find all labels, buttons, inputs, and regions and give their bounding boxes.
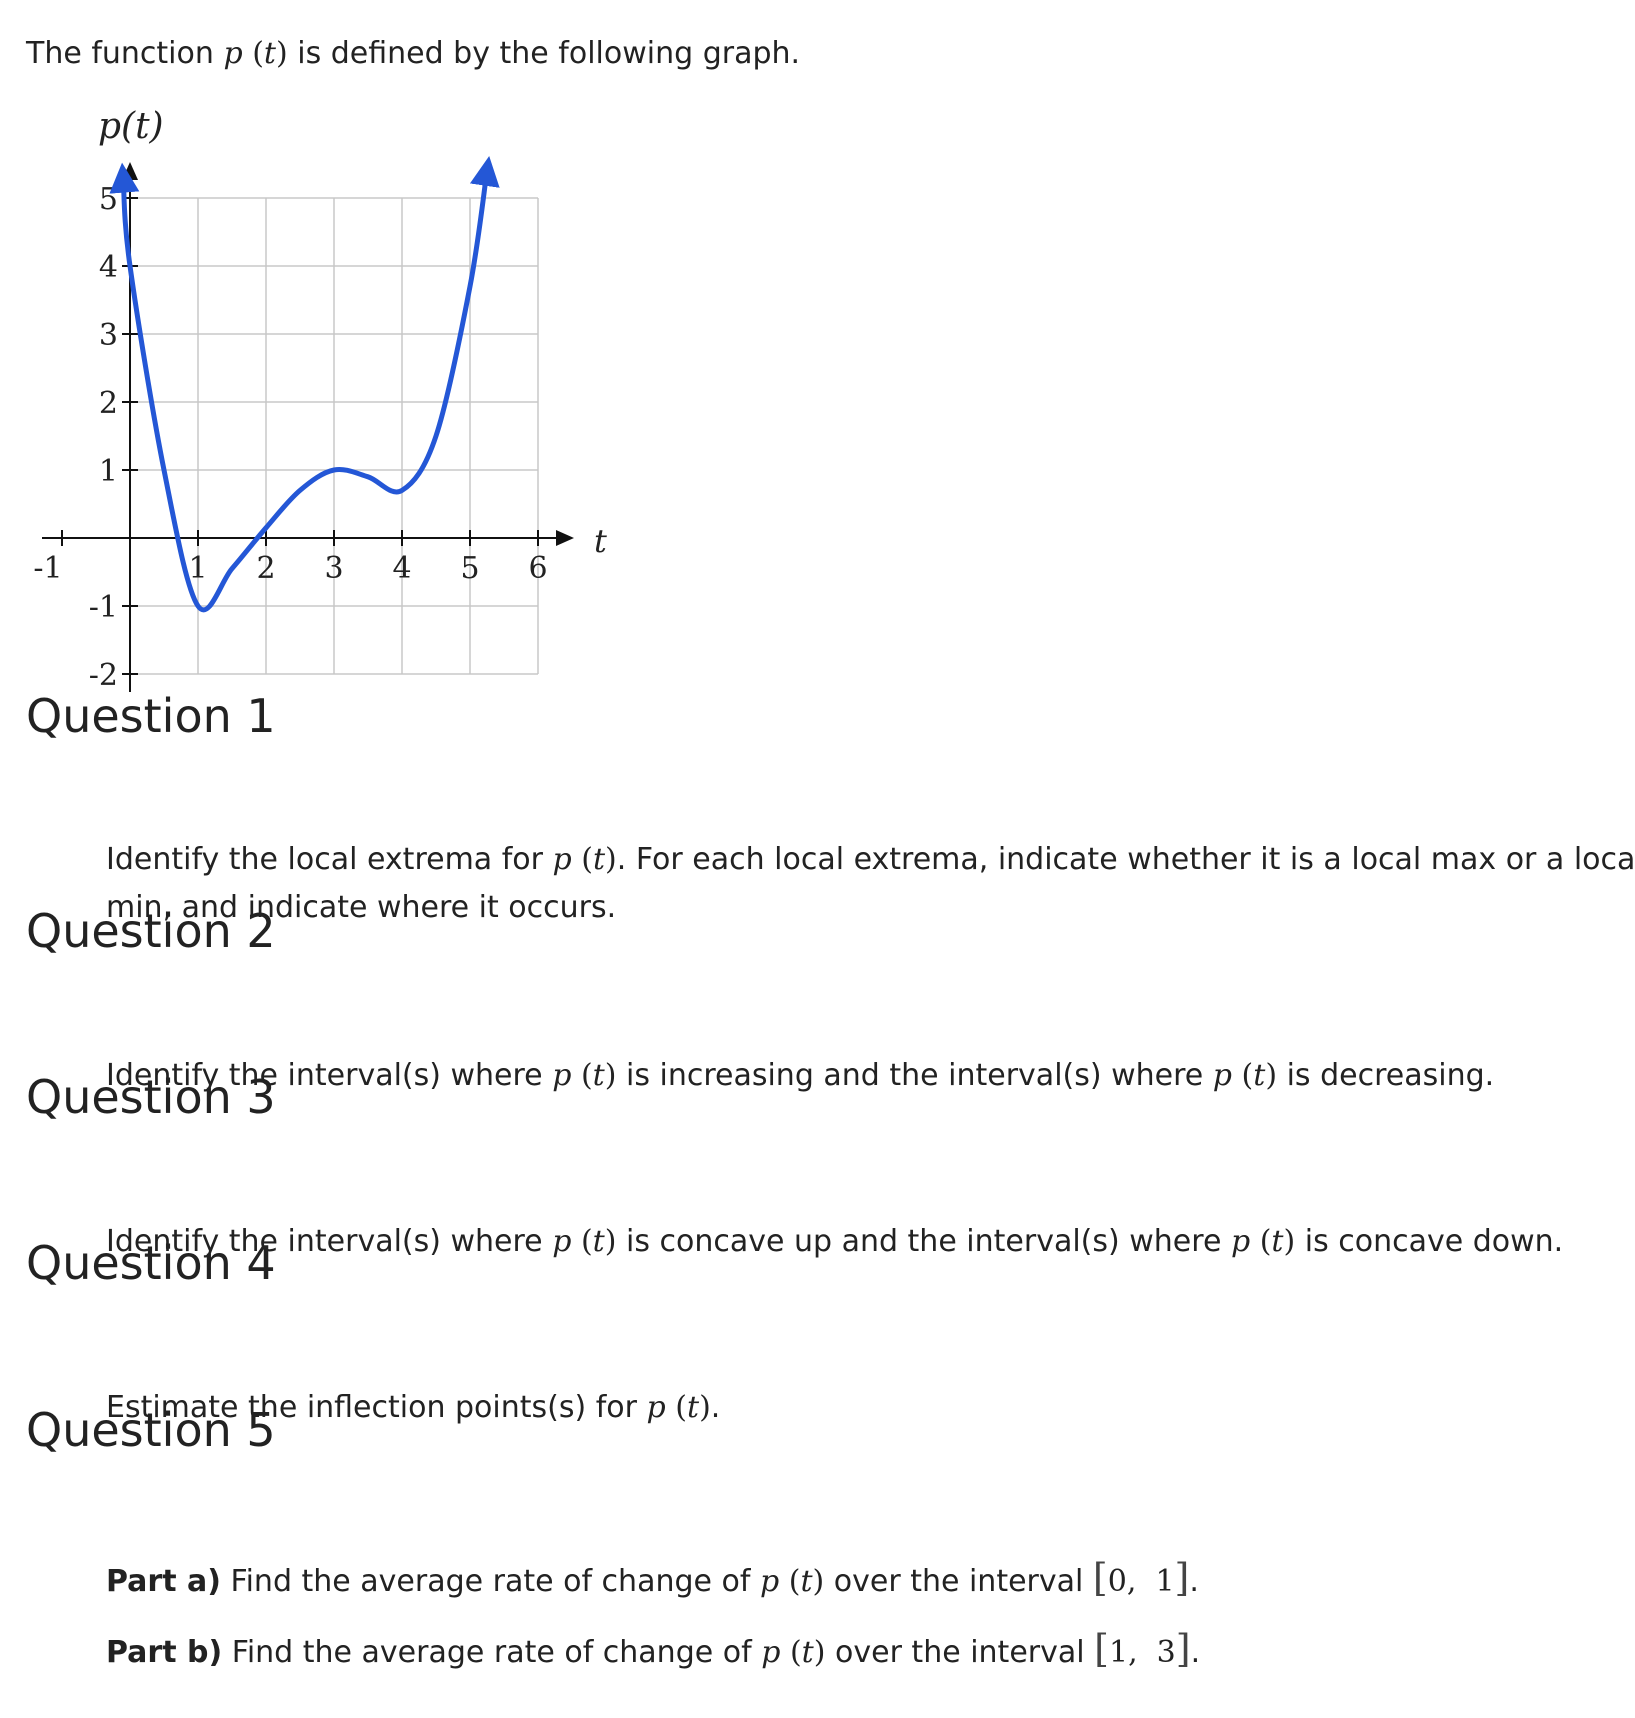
interval-b-high: 3 <box>1156 1635 1176 1670</box>
y-tick-label: 2 <box>98 386 118 421</box>
fn-p: p <box>223 36 243 71</box>
interval-a-low: 0 <box>1107 1564 1127 1599</box>
y-axis-label: p(t) <box>98 106 164 147</box>
y-tick-label: 3 <box>98 318 118 353</box>
fn-p: p <box>759 1564 780 1599</box>
fn-p: p <box>1212 1058 1233 1093</box>
q2-a: Identify the interval(s) where <box>106 1058 543 1093</box>
q3-c: is concave down. <box>1304 1224 1564 1259</box>
y-tick-label: 5 <box>98 182 118 217</box>
intro-line: The function p (t) is defined by the following graph. <box>26 36 801 71</box>
q4-heading: Question 4 <box>26 1236 276 1290</box>
intro-post: is defined by the following graph. <box>297 36 801 71</box>
y-tick-label: 1 <box>98 454 118 489</box>
fn-p: p <box>1230 1224 1251 1259</box>
grid <box>130 198 538 674</box>
y-tick-labels <box>89 182 118 693</box>
q4-b: . <box>710 1390 721 1425</box>
q5-part-b-mid: over the interval <box>835 1635 1085 1670</box>
q2-text: Identify the interval(s) where p (t) is increasing and the interval(s) where p (t) is decreasing. <box>106 1058 1495 1093</box>
q3-text: Identify the interval(s) where p (t) is concave up and the interval(s) where p (t) is concave down. <box>106 1224 1564 1259</box>
x-tick-label: 4 <box>392 551 412 586</box>
function-graph <box>33 106 607 698</box>
q1-line1b: . For each local extrema, indicate whether it is a local max or a loca <box>616 842 1635 877</box>
q5-part-b: Part b) Find the average rate of change of p (t) over the interval [1, 3]. <box>106 1627 1201 1671</box>
axes <box>42 162 574 692</box>
var-t: t <box>1253 1058 1266 1093</box>
var-t: t <box>592 1224 605 1259</box>
q5-heading: Question 5 <box>26 1403 276 1457</box>
var-t: t <box>801 1635 814 1670</box>
q5-part-b-label: Part b) <box>106 1635 223 1670</box>
var-t: t <box>592 1058 605 1093</box>
series-line <box>123 171 487 610</box>
q5-part-b-text: Find the average rate of change of <box>231 1635 752 1670</box>
x-axis-arrow <box>556 530 574 546</box>
y-tick-label: 4 <box>98 250 118 285</box>
q1-heading: Question 1 <box>26 689 276 743</box>
q5-part-a-text: Find the average rate of change of <box>230 1564 751 1599</box>
y-tick-label: -1 <box>88 590 118 625</box>
var-t: t <box>1271 1224 1284 1259</box>
interval-a-high: 1 <box>1155 1564 1175 1599</box>
x-tick-label: -1 <box>33 551 63 586</box>
q3-a: Identify the interval(s) where <box>106 1224 543 1259</box>
var-t: t <box>687 1390 700 1425</box>
var-t: t <box>800 1564 813 1599</box>
q5-part-a-label: Part a) <box>106 1564 221 1599</box>
q5-part-a-mid: over the interval <box>833 1564 1084 1599</box>
x-axis-label: t <box>594 522 607 560</box>
q4-text: Estimate the inflection points(s) for p (t). <box>106 1390 721 1425</box>
q3-b: is concave up and the interval(s) where <box>625 1224 1222 1259</box>
q2-heading: Question 2 <box>26 904 276 958</box>
x-tick-labels <box>33 551 547 586</box>
q1-text: Identify the local extrema for p (t). For each local extrema, indicate whether it is a local max or a loca min, and indicate where it occurs. <box>106 842 1635 925</box>
var-t: t <box>263 36 276 71</box>
var-t: t <box>592 842 606 877</box>
fn-p: p <box>552 1224 572 1259</box>
x-tick-label: 5 <box>460 551 480 586</box>
fn-p: p <box>646 1390 666 1425</box>
x-tick-label: 1 <box>188 551 208 586</box>
q4-a: Estimate the inflection points(s) for <box>106 1390 637 1425</box>
fn-p: p <box>761 1635 781 1670</box>
q5-part-a: Part a) Find the average rate of change of p (t) over the interval [0, 1]. <box>106 1556 1199 1600</box>
q2-c: is decreasing. <box>1286 1058 1495 1093</box>
fn-p: p <box>552 1058 572 1093</box>
intro-pre: The function <box>26 36 214 71</box>
q1-line2: min, and indicate where it occurs. <box>106 890 617 925</box>
interval-b-low: 1 <box>1108 1635 1129 1670</box>
q2-b: is increasing and the interval(s) where <box>625 1058 1204 1093</box>
fn-p: p <box>552 842 572 877</box>
x-tick-label: 3 <box>324 551 344 586</box>
q1-line1a: Identify the local extrema for <box>106 842 543 877</box>
x-tick-label: 6 <box>528 551 548 586</box>
y-tick-label: -2 <box>88 658 118 693</box>
x-tick-label: 2 <box>256 551 276 586</box>
q3-heading: Question 3 <box>26 1070 276 1124</box>
